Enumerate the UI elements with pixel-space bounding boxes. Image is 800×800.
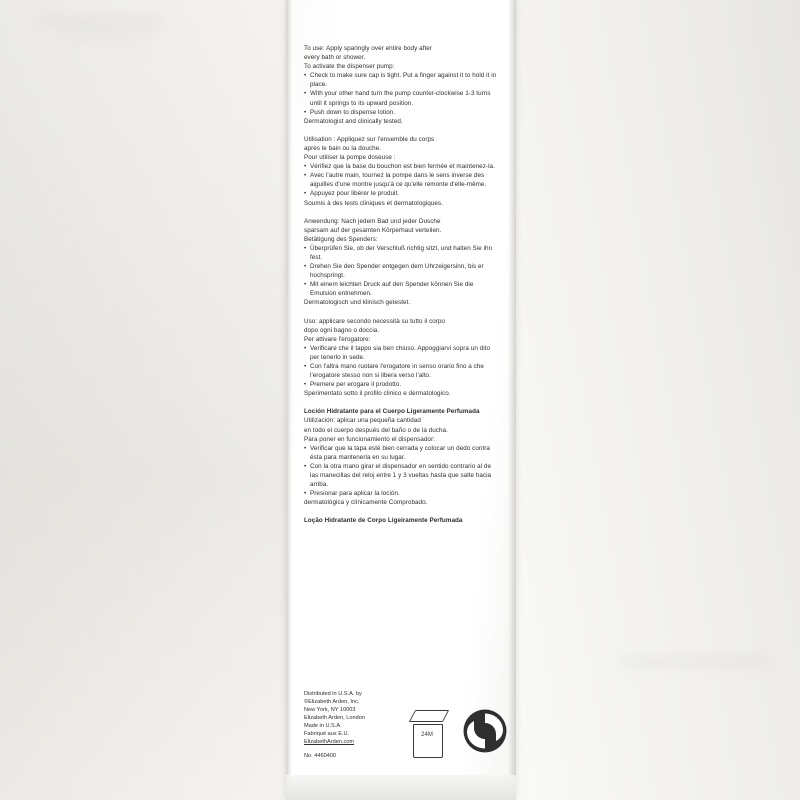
intro-line: après le bain ou la douche. xyxy=(304,144,381,152)
list-item: • Con l'altra mano ruotare l'erogatore in senso orario fino a che l'erogatore stesso non si libera verso l'alto. xyxy=(304,362,500,380)
instructions-text-block xyxy=(304,44,500,535)
list-item: • Avec l'autre main, tournez la pompe dans le sens inverse des aiguilles d'une montre jusqu'à ce qu'elle remonte d'elle-même. xyxy=(304,171,500,189)
list-item: • With your other hand turn the pump counter-clockwise 1-3 turns until it springs to its upward position. xyxy=(304,89,500,107)
instructions-section-italian xyxy=(304,317,500,399)
intro-line: Uso: applicare secondo necessità su tutto il corpo xyxy=(304,317,446,325)
carton-bottom-fold xyxy=(286,775,516,800)
instructions-section-english xyxy=(304,44,500,126)
outro-line: Dermatologist and clinically tested. xyxy=(304,117,403,125)
instruction-bullet-list xyxy=(304,71,500,116)
photo-background-left xyxy=(0,0,292,800)
background-streak xyxy=(60,34,150,36)
intro-line: Betätigung des Spenders: xyxy=(304,235,378,243)
photo-background-right xyxy=(511,0,800,800)
instructions-section-french xyxy=(304,135,500,208)
list-item: • Presionar para aplicar la loción. xyxy=(304,489,500,498)
product-code: No. 4460400 xyxy=(304,753,337,759)
background-streak xyxy=(40,20,160,23)
green-dot-recycle-icon xyxy=(462,708,508,754)
list-item: • Mit einem leichten Druck auf den Spender können Sie die Emulsion entnehmen. xyxy=(304,280,500,298)
outro-line: Dermatologisch und klinisch getestet. xyxy=(304,299,411,307)
intro-line: every bath or shower. xyxy=(304,54,366,62)
manufacturer-info xyxy=(304,690,414,760)
footer-line: Distributed in U.S.A. by xyxy=(304,691,362,697)
carton-left-edge xyxy=(286,0,292,800)
intro-line: Utilización: aplicar una pequeña cantidad xyxy=(304,417,421,425)
intro-line: Anwendung: Nach jedem Bad und jeder Dusche xyxy=(304,217,441,225)
footer-line: Made in U.S.A. xyxy=(304,723,342,729)
section-heading: Loción Hidratante para el Cuerpo Ligeramente Perfumada xyxy=(304,408,480,416)
jar-lid-shape xyxy=(409,710,449,722)
list-item: • Con la otra mano girar el dispensador en sentido contrario al de las manecillas del reloj entre 1 y 3 vueltas hasta que salte hacia arriba. xyxy=(304,462,500,489)
print-speck xyxy=(470,400,471,401)
jar-body-shape xyxy=(413,724,443,758)
footer-line: Fabriqué aux E.U. xyxy=(304,731,350,737)
instruction-bullet-list xyxy=(304,344,500,389)
list-item: • Verificar que la tapa esté bien cerrada y colocar un dedo contra ésta para mantenerla en su lugar. xyxy=(304,444,500,462)
intro-line: dopo ogni bagno o doccia. xyxy=(304,326,380,334)
list-item: • Push down to dispense lotion. xyxy=(304,108,500,117)
list-item: • Überprüfen Sie, ob der Verschluß richtig sitzt, und halten Sie ihn fest. xyxy=(304,244,500,262)
intro-line: en todo el cuerpo después del baño o de la ducha. xyxy=(304,426,448,434)
footer-line: New York, NY 10003 xyxy=(304,707,356,713)
print-speck xyxy=(360,620,361,621)
instruction-bullet-list xyxy=(304,162,500,198)
list-item: • Premere per erogare il prodotto. xyxy=(304,380,500,389)
print-speck xyxy=(330,132,331,133)
list-item: • Appuyez pour libérer le produit. xyxy=(304,189,500,198)
instructions-section-spanish xyxy=(304,407,500,507)
background-streak xyxy=(620,660,770,664)
carton-right-edge xyxy=(508,0,516,800)
list-item: • Vérifiez que la base du bouchon est bien fermée et maintenez-la. xyxy=(304,162,500,171)
footer-line: ©Elizabeth Arden, Inc. xyxy=(304,699,360,705)
intro-line: Pour utiliser la pompe doseuse : xyxy=(304,154,396,162)
pao-label: 24M xyxy=(421,732,433,738)
instruction-bullet-list xyxy=(304,244,500,299)
outro-line: Sperimentato sotto il profilo clinico e dermatologico. xyxy=(304,390,451,398)
footer-line: Elizabeth Arden, London xyxy=(304,715,365,721)
intro-line: Per attivare l'erogatore: xyxy=(304,335,371,343)
list-item: • Verificare che il tappo sia ben chiuso. Appoggiarvi sopra un dito per tenerlo in sede. xyxy=(304,344,500,362)
intro-line: To activate the dispenser pump: xyxy=(304,63,395,71)
period-after-opening-icon xyxy=(410,710,446,760)
instruction-bullet-list xyxy=(304,444,500,499)
intro-line: Utilisation : Appliquez sur l'ensemble du corps xyxy=(304,135,435,143)
list-item: • Check to make sure cap is tight. Put a finger against it to hold it in place. xyxy=(304,71,500,89)
outro-line: Soumis à des tests cliniques et dermatologiques. xyxy=(304,199,443,207)
instructions-section-portuguese xyxy=(304,516,500,525)
instructions-section-german xyxy=(304,217,500,308)
intro-line: To use: Apply sparingly over entire body after xyxy=(304,45,432,52)
intro-line: Para poner en funcionamiento el dispensador: xyxy=(304,435,436,443)
section-heading: Loção Hidratante de Corpo Ligeiramente Perfumada xyxy=(304,517,463,525)
symbol-row xyxy=(410,704,506,766)
outro-line: dermatológica y clínicamente Comprobado. xyxy=(304,499,428,507)
intro-line: sparsam auf der gesamten Körperhaut verteilen. xyxy=(304,226,442,234)
list-item: • Drehen Sie den Spender entgegen dem Uhrzeigersinn, bis er hochspringt. xyxy=(304,262,500,280)
website-link[interactable]: ElizabethArden.com xyxy=(304,739,355,745)
